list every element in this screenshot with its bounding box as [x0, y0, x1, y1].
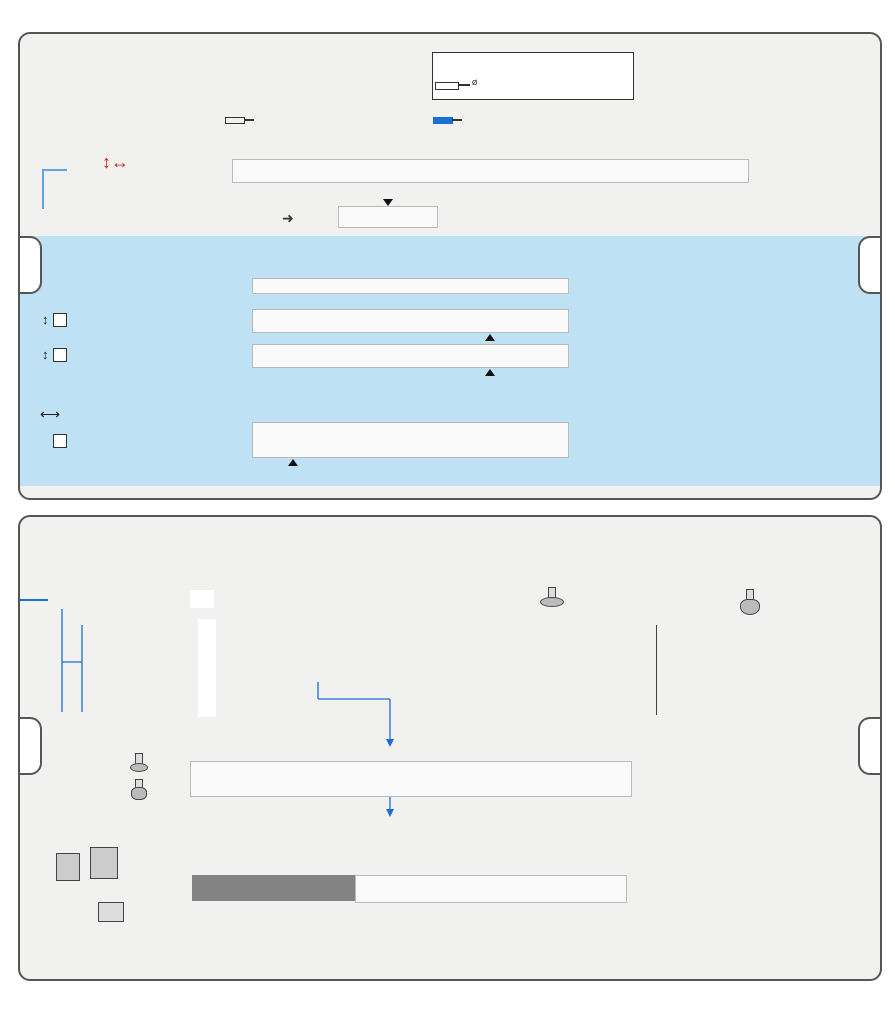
- vasb-suction-cup-icon: [738, 589, 760, 615]
- band-fa-strip[interactable]: [252, 278, 569, 294]
- cup-icon: [130, 753, 146, 773]
- blue-arrow-icon: [42, 169, 44, 209]
- suction-cup-slider[interactable]: [190, 761, 632, 797]
- fr-strip-3[interactable]: [252, 422, 569, 458]
- kg-table: [432, 52, 634, 100]
- arrow-right-icon: ➜: [282, 210, 294, 226]
- fr-index-3: [288, 459, 298, 466]
- vacuum-components-card: [18, 515, 882, 981]
- selection-arrows: [20, 517, 880, 979]
- column-divider: [656, 625, 657, 715]
- updown-arrow-icon: ↕: [42, 347, 49, 362]
- updown-arrow-icon: ↕: [42, 312, 49, 327]
- vas-suction-cup-icon: [540, 587, 562, 609]
- suction-cup-angle-icon: [53, 434, 67, 448]
- fr-strip-1[interactable]: [252, 309, 569, 333]
- time-scale-strip[interactable]: [355, 875, 627, 903]
- horizontal-arrow-icon: ⟷: [40, 406, 61, 422]
- cylinder-icon: Ø: [435, 80, 479, 90]
- index-marker: [383, 199, 393, 206]
- fr-index-1: [485, 334, 495, 341]
- suction-cup-load-icon: [53, 313, 67, 327]
- blue-arrow-line: [42, 169, 67, 171]
- suction-cup-side-icon: [53, 348, 67, 362]
- forces-slide-rule-card: [18, 32, 882, 500]
- cylinder-icon: [225, 116, 255, 124]
- cylinder-blue-icon: [433, 116, 463, 124]
- speed-force-scale[interactable]: [232, 159, 749, 183]
- fr-strip-2[interactable]: [252, 344, 569, 368]
- count-column: [198, 619, 216, 717]
- fr-index-2: [485, 369, 495, 376]
- vacuum-generator-icon: [56, 847, 126, 897]
- acceleration-window[interactable]: [338, 206, 438, 228]
- time-bar-dark: [192, 875, 355, 901]
- right-notch: [858, 236, 882, 294]
- cup-bellows-icon: [130, 779, 146, 799]
- ejector-icon: [98, 902, 124, 922]
- double-arrow-icon: ↕↔: [102, 152, 129, 172]
- left-notch: [18, 236, 42, 294]
